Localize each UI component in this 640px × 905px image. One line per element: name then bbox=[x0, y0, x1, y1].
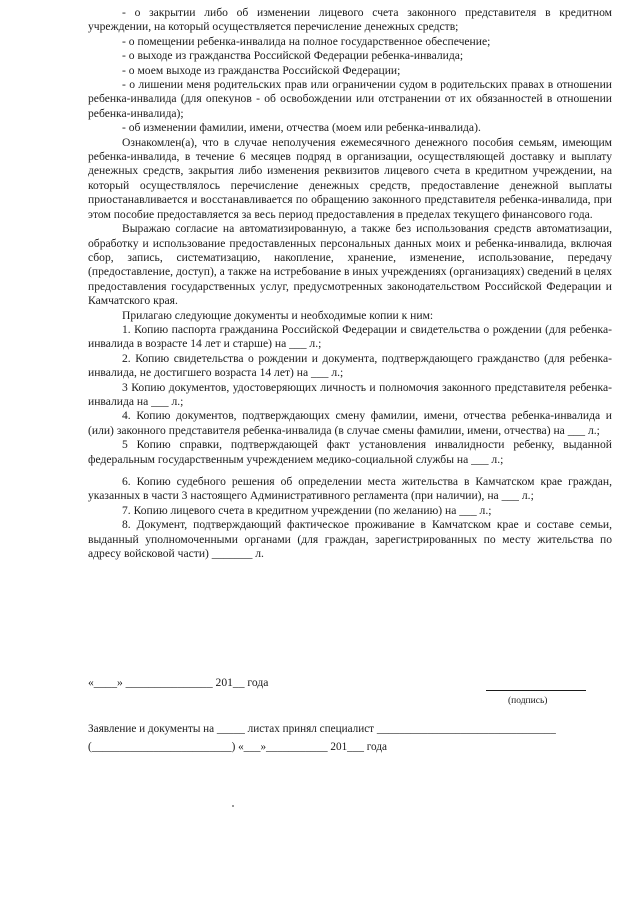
consent-paragraph: Выражаю согласие на автоматизированную, а также без использования средств автоматизации, обработку и использование предоставленных персональных данных моих и ребенка-инвалида, включая сбор, запись, систематизацию, накопление, хранение, изменение, использование, передачу (предоставление, доступ), а также на истребование в иных учреждениях (организациях) сведений в целях предоставления государственных услуг, предусмотренных законодательством Российской Федерации и Камчатского края. bbox=[88, 222, 612, 308]
signature-caption: (подпись) bbox=[508, 696, 548, 706]
document-list-item: 1. Копию паспорта гражданина Российской Федерации и свидетельства о рождении (для ребенка-инвалида в возрасте 14 лет и старше) на ___ л.; bbox=[88, 322, 612, 351]
document-list-item: 6. Копию судебного решения об определении места жительства в Камчатском крае граждан, указанных в части 3 настоящего Административного регламента (при наличии), на ___ л.; bbox=[88, 475, 612, 503]
document-body bbox=[88, 6, 612, 561]
bullet-item: - о помещении ребенка-инвалида на полное государственное обеспечение; bbox=[122, 34, 491, 48]
document-list-item: 3 Копию документов, удостоверяющих личность и полномочия законного представителя ребенка-инвалида на ___ л.; bbox=[88, 380, 612, 408]
signature-block bbox=[88, 676, 612, 690]
document-list-item: 8. Документ, подтверждающий фактическое проживание в Камчатском крае и составе семьи, выданный уполномоченными органами (для граждан, зарегистрированных по месту жительства по адресу войсковой части) _______ л. bbox=[88, 518, 612, 561]
signature-date-line: «____» _______________ 201__ года bbox=[88, 676, 269, 689]
attachments-intro: Прилагаю следующие документы и необходимые копии к ним: bbox=[122, 308, 434, 322]
signature-line bbox=[486, 690, 586, 691]
document-list-item: 7. Копию лицевого счета в кредитном учреждении (по желанию) на ___ л.; bbox=[122, 503, 492, 517]
bullet-item: - о лишении меня родительских прав или ограничении судом в родительских правах в отношении ребенка-инвалида (для опекунов - об освобождении или отстранении от их обязанностей в отношении ребенка-инвалида); bbox=[88, 78, 612, 120]
bullet-item: - об изменении фамилии, имени, отчества (моем или ребенка-инвалида). bbox=[122, 121, 481, 135]
bullet-item: - о закрытии либо об изменении лицевого счета законного представителя в кредитном учреждении, на который осуществляется перечисление денежных средств; bbox=[88, 6, 612, 34]
document-list-item: 2. Копию свидетельства о рождении и документа, подтверждающего гражданство (для ребенка-инвалида, не достигшего возраста 14 лет) на ___ л.; bbox=[88, 351, 612, 380]
scan-speck bbox=[232, 805, 234, 807]
bullet-item: - о моем выходе из гражданства Российской Федерации; bbox=[122, 63, 401, 77]
bullet-item: - о выходе из гражданства Российской Федерации ребенка-инвалида; bbox=[122, 49, 464, 63]
document-list-item: 5 Копию справки, подтверждающей факт установления инвалидности ребенку, выданной федеральным государственным учреждением медико-социальной службы на ___ л.; bbox=[88, 438, 612, 466]
document-list-item: 4. Копию документов, подтверждающих смену фамилии, имени, отчества ребенка-инвалида и (или) законного представителя ребенка-инвалида (в случае смены фамилии, имени, отчества) на ___ л.; bbox=[88, 409, 612, 437]
acceptance-line-2: (_________________________) «___»___________ 201___ года bbox=[88, 741, 387, 753]
acknowledgement-paragraph: Ознакомлен(а), что в случае неполучения ежемесячного денежного пособия семьям, имеющим ребенка-инвалида, в течение 6 месяцев подряд в организации, осуществляющей доставку и выплату денежных средств, закрытия либо изменения реквизитов лицевого счета в кредитном учреждении, на который осуществлялось перечисление денежных средств, предоставление денежной выплаты приостанавливается и восстанавливается по обращению законного представителя ребенка-инвалида, при этом пособие предоставляется за весь период предоставления в пределах текущего финансового года. bbox=[88, 135, 612, 221]
acceptance-line-1: Заявление и документы на _____ листах принял специалист ________________________________ bbox=[88, 723, 556, 735]
